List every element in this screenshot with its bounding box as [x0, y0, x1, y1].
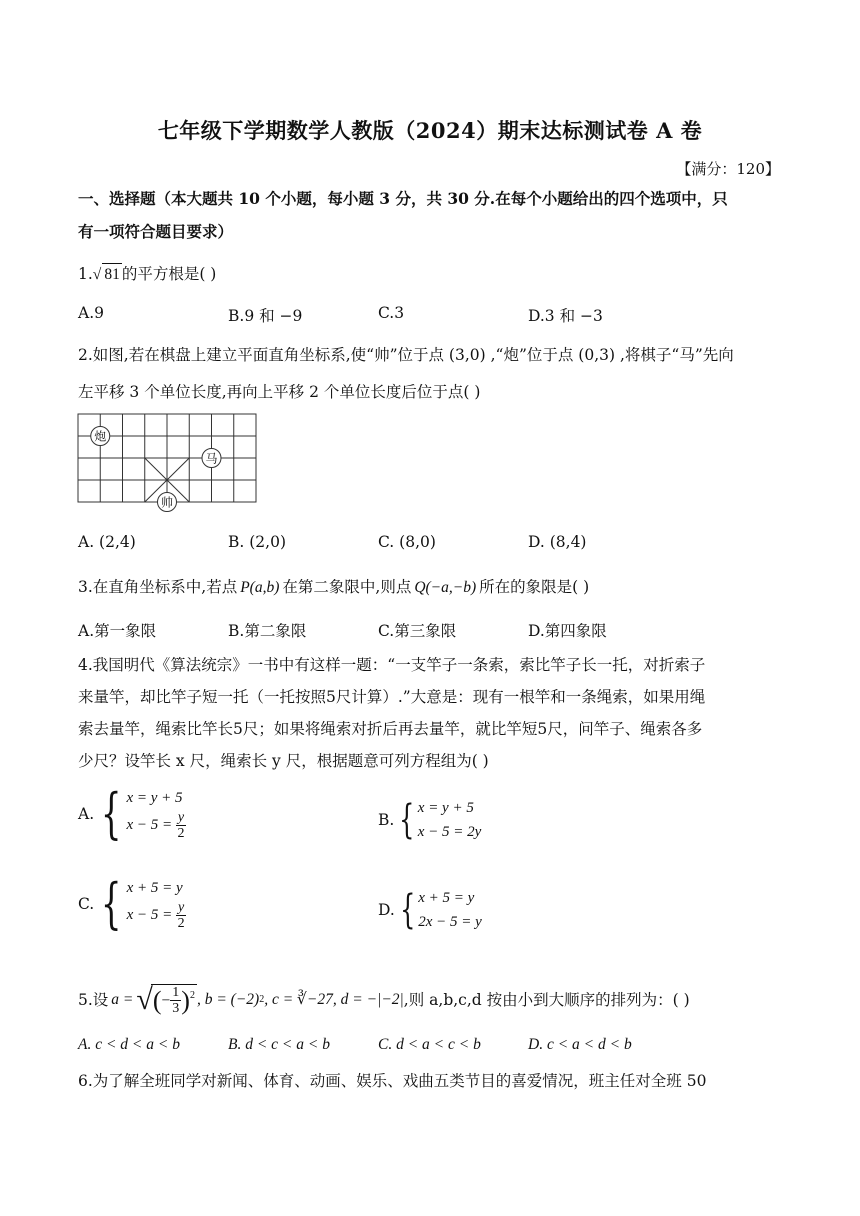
- question-4-line4: 少尺？设竿长 x 尺，绳索长 y 尺，根据题意可列方程组为( ): [78, 752, 489, 770]
- q3-prefix: 3.在直角坐标系中,若点: [78, 578, 238, 596]
- q4-option-c-num: y: [178, 900, 185, 915]
- q4-option-b: [378, 796, 481, 844]
- question-6-line1: 6.为了解全班同学对新闻、体育、动画、娱乐、戏曲五类节目的喜爱情况，班主任对全班 50: [78, 1072, 707, 1090]
- q4-option-a-brace: {: [100, 781, 122, 845]
- q2-option-c: C. (8,0): [378, 533, 436, 551]
- q3-option-d: D.第四象限: [528, 622, 607, 640]
- question-4-line1: 4.我国明代《算法统宗》一书中有这样一题：“一支竿子一条索，索比竿子长一托，对折索子: [78, 656, 706, 674]
- q1-radicand: 81: [102, 263, 122, 286]
- q3-suffix: 所在的象限是( ): [479, 578, 590, 596]
- q4-option-a-num: y: [177, 810, 185, 825]
- q5-option-d: D. c < a < d < b: [528, 1036, 632, 1053]
- q5-frac-den: 3: [172, 1001, 180, 1016]
- q4-option-a-eq2: x − 5 =: [126, 816, 173, 833]
- q3-option-c: C.第三象限: [378, 622, 457, 640]
- q4-option-c-eq2: x − 5 =: [126, 906, 173, 923]
- q1-option-a: A.9: [78, 304, 104, 322]
- q2-option-b: B. (2,0): [228, 533, 286, 551]
- q4-option-d-brace: {: [399, 887, 416, 933]
- q5-a: a =: [111, 991, 134, 1008]
- chessboard-figure: [76, 412, 260, 514]
- section-heading-line2: 有一项符合题目要求）: [78, 222, 234, 241]
- page-title: 七年级下学期数学人教版（2024）期末达标测试卷 A 卷: [157, 118, 703, 143]
- question-2-line1: 2.如图,若在棋盘上建立平面直角坐标系,使“帅”位于点 (3,0) ,“炮”位于点 (0,3) ,将棋子“马”先向: [78, 346, 734, 364]
- q4-option-a-label: A.: [78, 804, 95, 823]
- q1-option-d: D.3 和 −3: [528, 307, 603, 325]
- q3-point-q: Q(−a,−b): [414, 579, 477, 596]
- q1-option-b: B.9 和 −9: [228, 307, 303, 325]
- q4-option-c-eq1: x + 5 = y: [126, 880, 183, 896]
- q1-text: 的平方根是( ): [121, 265, 217, 283]
- section-heading-line1: 一、选择题（本大题共 10 个小题，每小题 3 分，共 30 分.在每个小题给出的四个选项中，只: [78, 189, 728, 208]
- q3-option-b: B.第二象限: [228, 622, 307, 640]
- q5-d: , d = −|−2|: [332, 991, 404, 1008]
- q2-option-a: A. (2,4): [78, 533, 136, 551]
- q4-option-b-brace: {: [399, 797, 415, 843]
- q4-option-b-eq2: x − 5 = 2y: [417, 824, 482, 840]
- q3-option-a: A.第一象限: [78, 622, 157, 640]
- q4-option-c-label: C.: [78, 894, 95, 913]
- q5-b: , b = (−2): [196, 991, 260, 1008]
- q4-option-a: [78, 781, 186, 845]
- piece-shuai-label: 帅: [160, 495, 174, 510]
- q4-option-d-eq2: 2x − 5 = y: [418, 914, 482, 930]
- q5-option-b: B. d < c < a < b: [228, 1036, 330, 1053]
- piece-ma: [202, 449, 221, 468]
- q1-option-c: C.3: [378, 304, 405, 322]
- question-1: 1.√ 81 的平方根是( ): [78, 263, 216, 286]
- q5-radical-body: ( − $\frac{1}{3}$ ) $^2$: [152, 985, 195, 1016]
- question-5: 5.设 a = √ ( − $\frac{1}{3}$ ) $^2$ , b = (−2) 2 , c = ∛−27 , d = −|−2| ,则 a,b,c,d 按由小到大顺序的排列为：( ): [78, 983, 690, 1016]
- piece-shuai: [158, 493, 177, 512]
- q4-option-c: [78, 871, 186, 935]
- q5-option-a: A. c < d < a < b: [78, 1036, 180, 1053]
- question-2-line2: 左平移 3 个单位长度,再向上平移 2 个单位长度后位于点( ): [78, 383, 481, 401]
- q5-prefix: 5.设: [78, 991, 109, 1009]
- q5-radical-sign: √: [136, 983, 153, 1016]
- q4-option-d-eq1: x + 5 = y: [418, 890, 475, 906]
- q5-option-c: C. d < a < c < b: [378, 1036, 481, 1053]
- q5-frac-num: 1: [172, 985, 180, 1000]
- q4-option-a-eq1: x = y + 5: [126, 790, 183, 806]
- q3-middle: 在第二象限中,则点: [282, 578, 412, 596]
- q4-option-c-den: 2: [177, 916, 185, 931]
- full-score: 【满分：120】: [676, 160, 780, 178]
- question-3: [78, 576, 589, 599]
- q4-option-b-eq1: x = y + 5: [417, 800, 474, 816]
- q1-number: 1.: [78, 265, 93, 283]
- q5-c: , c = ∛−27: [264, 991, 333, 1008]
- q5-suffix: ,则 a,b,c,d 按由小到大顺序的排列为：( ): [403, 991, 690, 1009]
- q4-option-d: [378, 886, 482, 934]
- question-4-line2: 来量竿，却比竿子短一托（一托按照5尺计算）.”大意是：现有一根竿和一条绳索，如果用绳: [78, 688, 706, 706]
- question-4-line3: 索去量竿，绳索比竿长5尺；如果将绳索对折后再去量竿，就比竿短5尺，问竿子、绳索各多: [78, 720, 703, 738]
- q3-point-p: P(a,b): [240, 579, 280, 596]
- piece-pao-label: 炮: [94, 429, 107, 444]
- q4-option-d-label: D.: [378, 901, 395, 919]
- q2-option-d: D. (8,4): [528, 533, 587, 551]
- q4-option-a-den: 2: [177, 826, 185, 841]
- piece-ma-label: 马: [205, 451, 218, 466]
- piece-pao: [91, 427, 110, 446]
- q4-option-c-brace: {: [101, 871, 122, 935]
- q4-option-b-label: B.: [378, 811, 395, 829]
